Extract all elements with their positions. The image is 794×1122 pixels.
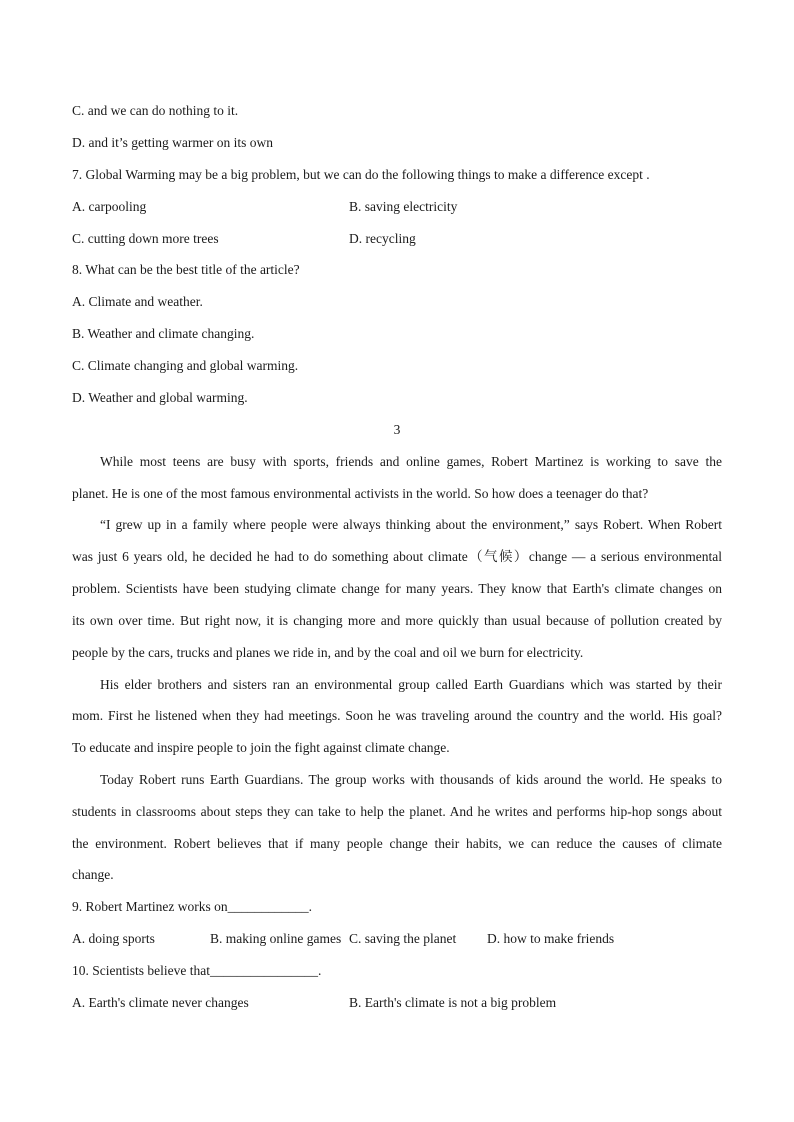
q9-option-b: B. making online games: [210, 931, 342, 946]
passage-line: His elder brothers and sisters ran an environmental group called Earth Guardians which was started by their: [100, 677, 722, 692]
passage-line: “I grew up in a family where people were always thinking about the environment,” says Robert. When Robert: [100, 517, 722, 532]
passage-line: people by the cars, trucks and planes we ride in, and by the coal and oil we burn for electricity.: [72, 645, 584, 660]
q7-option-b: B. saving electricity: [349, 199, 458, 214]
q8-stem: 8. What can be the best title of the article?: [72, 262, 300, 277]
q8-option-b: B. Weather and climate changing.: [72, 326, 255, 341]
q10-stem: 10. Scientists believe that________________.: [72, 963, 322, 978]
q10-option-b: B. Earth's climate is not a big problem: [349, 995, 557, 1010]
passage-line: Today Robert runs Earth Guardians. The group works with thousands of kids around the world. He speaks to: [100, 772, 722, 787]
passage-line: problem. Scientists have been studying climate change for many years. They know that Earth's climate changes on: [72, 581, 722, 596]
q9-option-a: A. doing sports: [72, 931, 155, 946]
q9-stem: 9. Robert Martinez works on____________.: [72, 899, 312, 914]
passage-line: planet. He is one of the most famous environmental activists in the world. So how does a teenager do that?: [72, 486, 649, 501]
q6-option-c: C. and we can do nothing to it.: [72, 103, 239, 118]
q9-option-d: D. how to make friends: [487, 931, 615, 946]
q7-option-d: D. recycling: [349, 231, 416, 246]
passage-line: its own over time. But right now, it is changing more and more quickly than usual because of pollution created by: [72, 613, 722, 628]
q6-option-d: D. and it’s getting warmer on its own: [72, 135, 273, 150]
passage-line: students in classrooms about steps they can take to help the planet. And he writes and performs hip-hop songs about: [72, 804, 722, 819]
passage-line: mom. First he listened when they had meetings. Soon he was traveling around the country and the world. His goal?: [72, 708, 722, 723]
passage-line: the environment. Robert believes that if many people change their habits, we can reduce the causes of climate: [72, 836, 722, 851]
q8-option-a: A. Climate and weather.: [72, 294, 203, 309]
passage-line: While most teens are busy with sports, friends and online games, Robert Martinez is working to save the: [100, 454, 722, 469]
q8-option-c: C. Climate changing and global warming.: [72, 358, 299, 373]
q10-option-a: A. Earth's climate never changes: [72, 995, 249, 1010]
q7-option-c: C. cutting down more trees: [72, 231, 219, 246]
q8-option-d: D. Weather and global warming.: [72, 390, 248, 405]
q9-option-c: C. saving the planet: [349, 931, 457, 946]
q7-option-a: A. carpooling: [72, 199, 147, 214]
passage-line: change.: [72, 867, 114, 882]
q7-stem: 7. Global Warming may be a big problem, but we can do the following things to make a difference except .: [72, 167, 650, 182]
document-page: [72, 0, 722, 1122]
passage-line: was just 6 years old, he decided he had to do something about climate（气候）change — a serious environmental: [72, 549, 722, 564]
passage-line: To educate and inspire people to join the fight against climate change.: [72, 740, 450, 755]
passage-number: 3: [393, 422, 401, 437]
